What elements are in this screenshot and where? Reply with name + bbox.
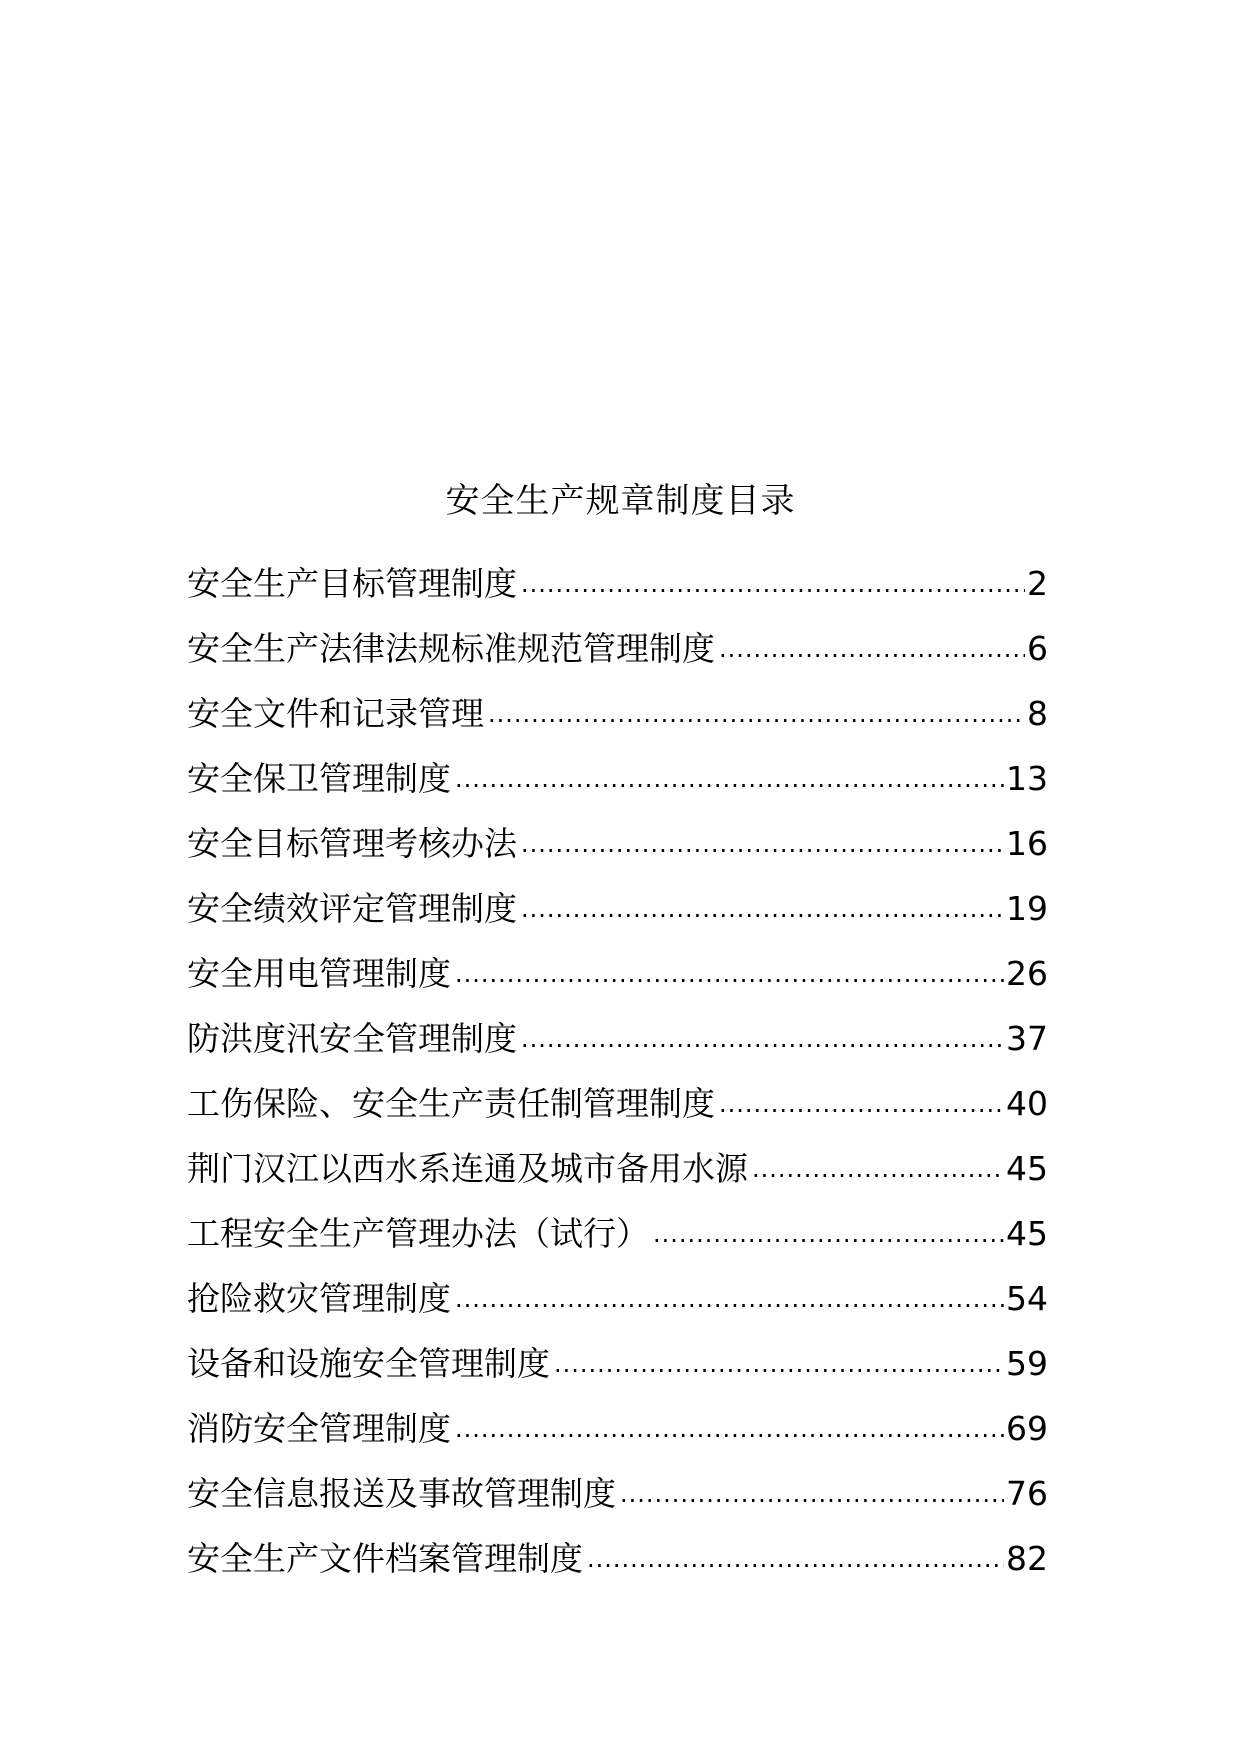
table-of-contents xyxy=(187,542,1048,1582)
toc-entry[interactable] xyxy=(187,1517,1048,1582)
toc-entry-title: 抢险救灾管理制度 xyxy=(187,1279,451,1318)
toc-page-number: 2 xyxy=(1027,564,1048,603)
toc-dot-leader xyxy=(719,1081,1004,1127)
toc-page-number: 8 xyxy=(1027,694,1048,733)
toc-page-number: 40 xyxy=(1006,1084,1048,1123)
toc-entry-title: 安全绩效评定管理制度 xyxy=(187,889,517,928)
toc-dot-leader xyxy=(653,1211,1004,1257)
toc-page-number: 13 xyxy=(1006,759,1048,798)
toc-page-number: 6 xyxy=(1027,629,1048,668)
toc-page-number: 54 xyxy=(1006,1279,1048,1318)
toc-dot-leader xyxy=(455,1406,1004,1452)
toc-dot-leader xyxy=(554,1341,1004,1387)
toc-entry-title: 设备和设施安全管理制度 xyxy=(187,1344,550,1383)
toc-page-number: 82 xyxy=(1006,1539,1048,1578)
toc-entry[interactable] xyxy=(187,1257,1048,1322)
toc-dot-leader xyxy=(719,626,1025,672)
toc-dot-leader xyxy=(521,821,1004,867)
toc-dot-leader xyxy=(620,1471,1004,1517)
toc-page-number: 69 xyxy=(1006,1409,1048,1448)
toc-entry[interactable] xyxy=(187,997,1048,1062)
toc-dot-leader xyxy=(488,691,1025,737)
toc-page-number: 19 xyxy=(1006,889,1048,928)
toc-dot-leader xyxy=(455,756,1004,802)
toc-entry[interactable] xyxy=(187,737,1048,802)
toc-entry[interactable] xyxy=(187,607,1048,672)
toc-page-number: 45 xyxy=(1006,1149,1048,1188)
toc-entry-title: 安全目标管理考核办法 xyxy=(187,824,517,863)
toc-entry[interactable] xyxy=(187,1452,1048,1517)
toc-entry-title: 安全生产目标管理制度 xyxy=(187,564,517,603)
toc-entry-title: 安全用电管理制度 xyxy=(187,954,451,993)
toc-entry[interactable] xyxy=(187,932,1048,997)
toc-entry[interactable] xyxy=(187,1387,1048,1452)
toc-entry-title: 消防安全管理制度 xyxy=(187,1409,451,1448)
toc-entry[interactable] xyxy=(187,802,1048,867)
toc-entry-title: 工伤保险、安全生产责任制管理制度 xyxy=(187,1084,715,1123)
toc-page-number: 37 xyxy=(1006,1019,1048,1058)
toc-dot-leader xyxy=(521,561,1025,607)
toc-page-number: 16 xyxy=(1006,824,1048,863)
toc-entry-title: 安全生产文件档案管理制度 xyxy=(187,1539,583,1578)
toc-dot-leader xyxy=(521,1016,1004,1062)
toc-entry-title: 安全文件和记录管理 xyxy=(187,694,484,733)
toc-page-number: 45 xyxy=(1006,1214,1048,1253)
toc-dot-leader xyxy=(752,1146,1004,1192)
toc-page-number: 26 xyxy=(1006,954,1048,993)
toc-entry[interactable] xyxy=(187,1127,1048,1192)
toc-entry[interactable] xyxy=(187,1062,1048,1127)
toc-entry-title: 荆门汉江以西水系连通及城市备用水源 xyxy=(187,1149,748,1188)
toc-entry[interactable] xyxy=(187,672,1048,737)
toc-entry-title: 安全生产法律法规标准规范管理制度 xyxy=(187,629,715,668)
toc-dot-leader xyxy=(521,886,1004,932)
toc-entry[interactable] xyxy=(187,542,1048,607)
toc-entry[interactable] xyxy=(187,867,1048,932)
toc-page-number: 76 xyxy=(1006,1474,1048,1513)
toc-entry-title: 工程安全生产管理办法（试行） xyxy=(187,1214,649,1253)
toc-dot-leader xyxy=(455,951,1004,997)
toc-dot-leader xyxy=(455,1276,1004,1322)
toc-entry[interactable] xyxy=(187,1322,1048,1387)
toc-entry-title: 防洪度汛安全管理制度 xyxy=(187,1019,517,1058)
page-title: 安全生产规章制度目录 xyxy=(445,481,796,521)
toc-entry-title: 安全信息报送及事故管理制度 xyxy=(187,1474,616,1513)
toc-entry-title: 安全保卫管理制度 xyxy=(187,759,451,798)
toc-page-number: 59 xyxy=(1006,1344,1048,1383)
toc-entry[interactable] xyxy=(187,1192,1048,1257)
toc-dot-leader xyxy=(587,1536,1004,1582)
